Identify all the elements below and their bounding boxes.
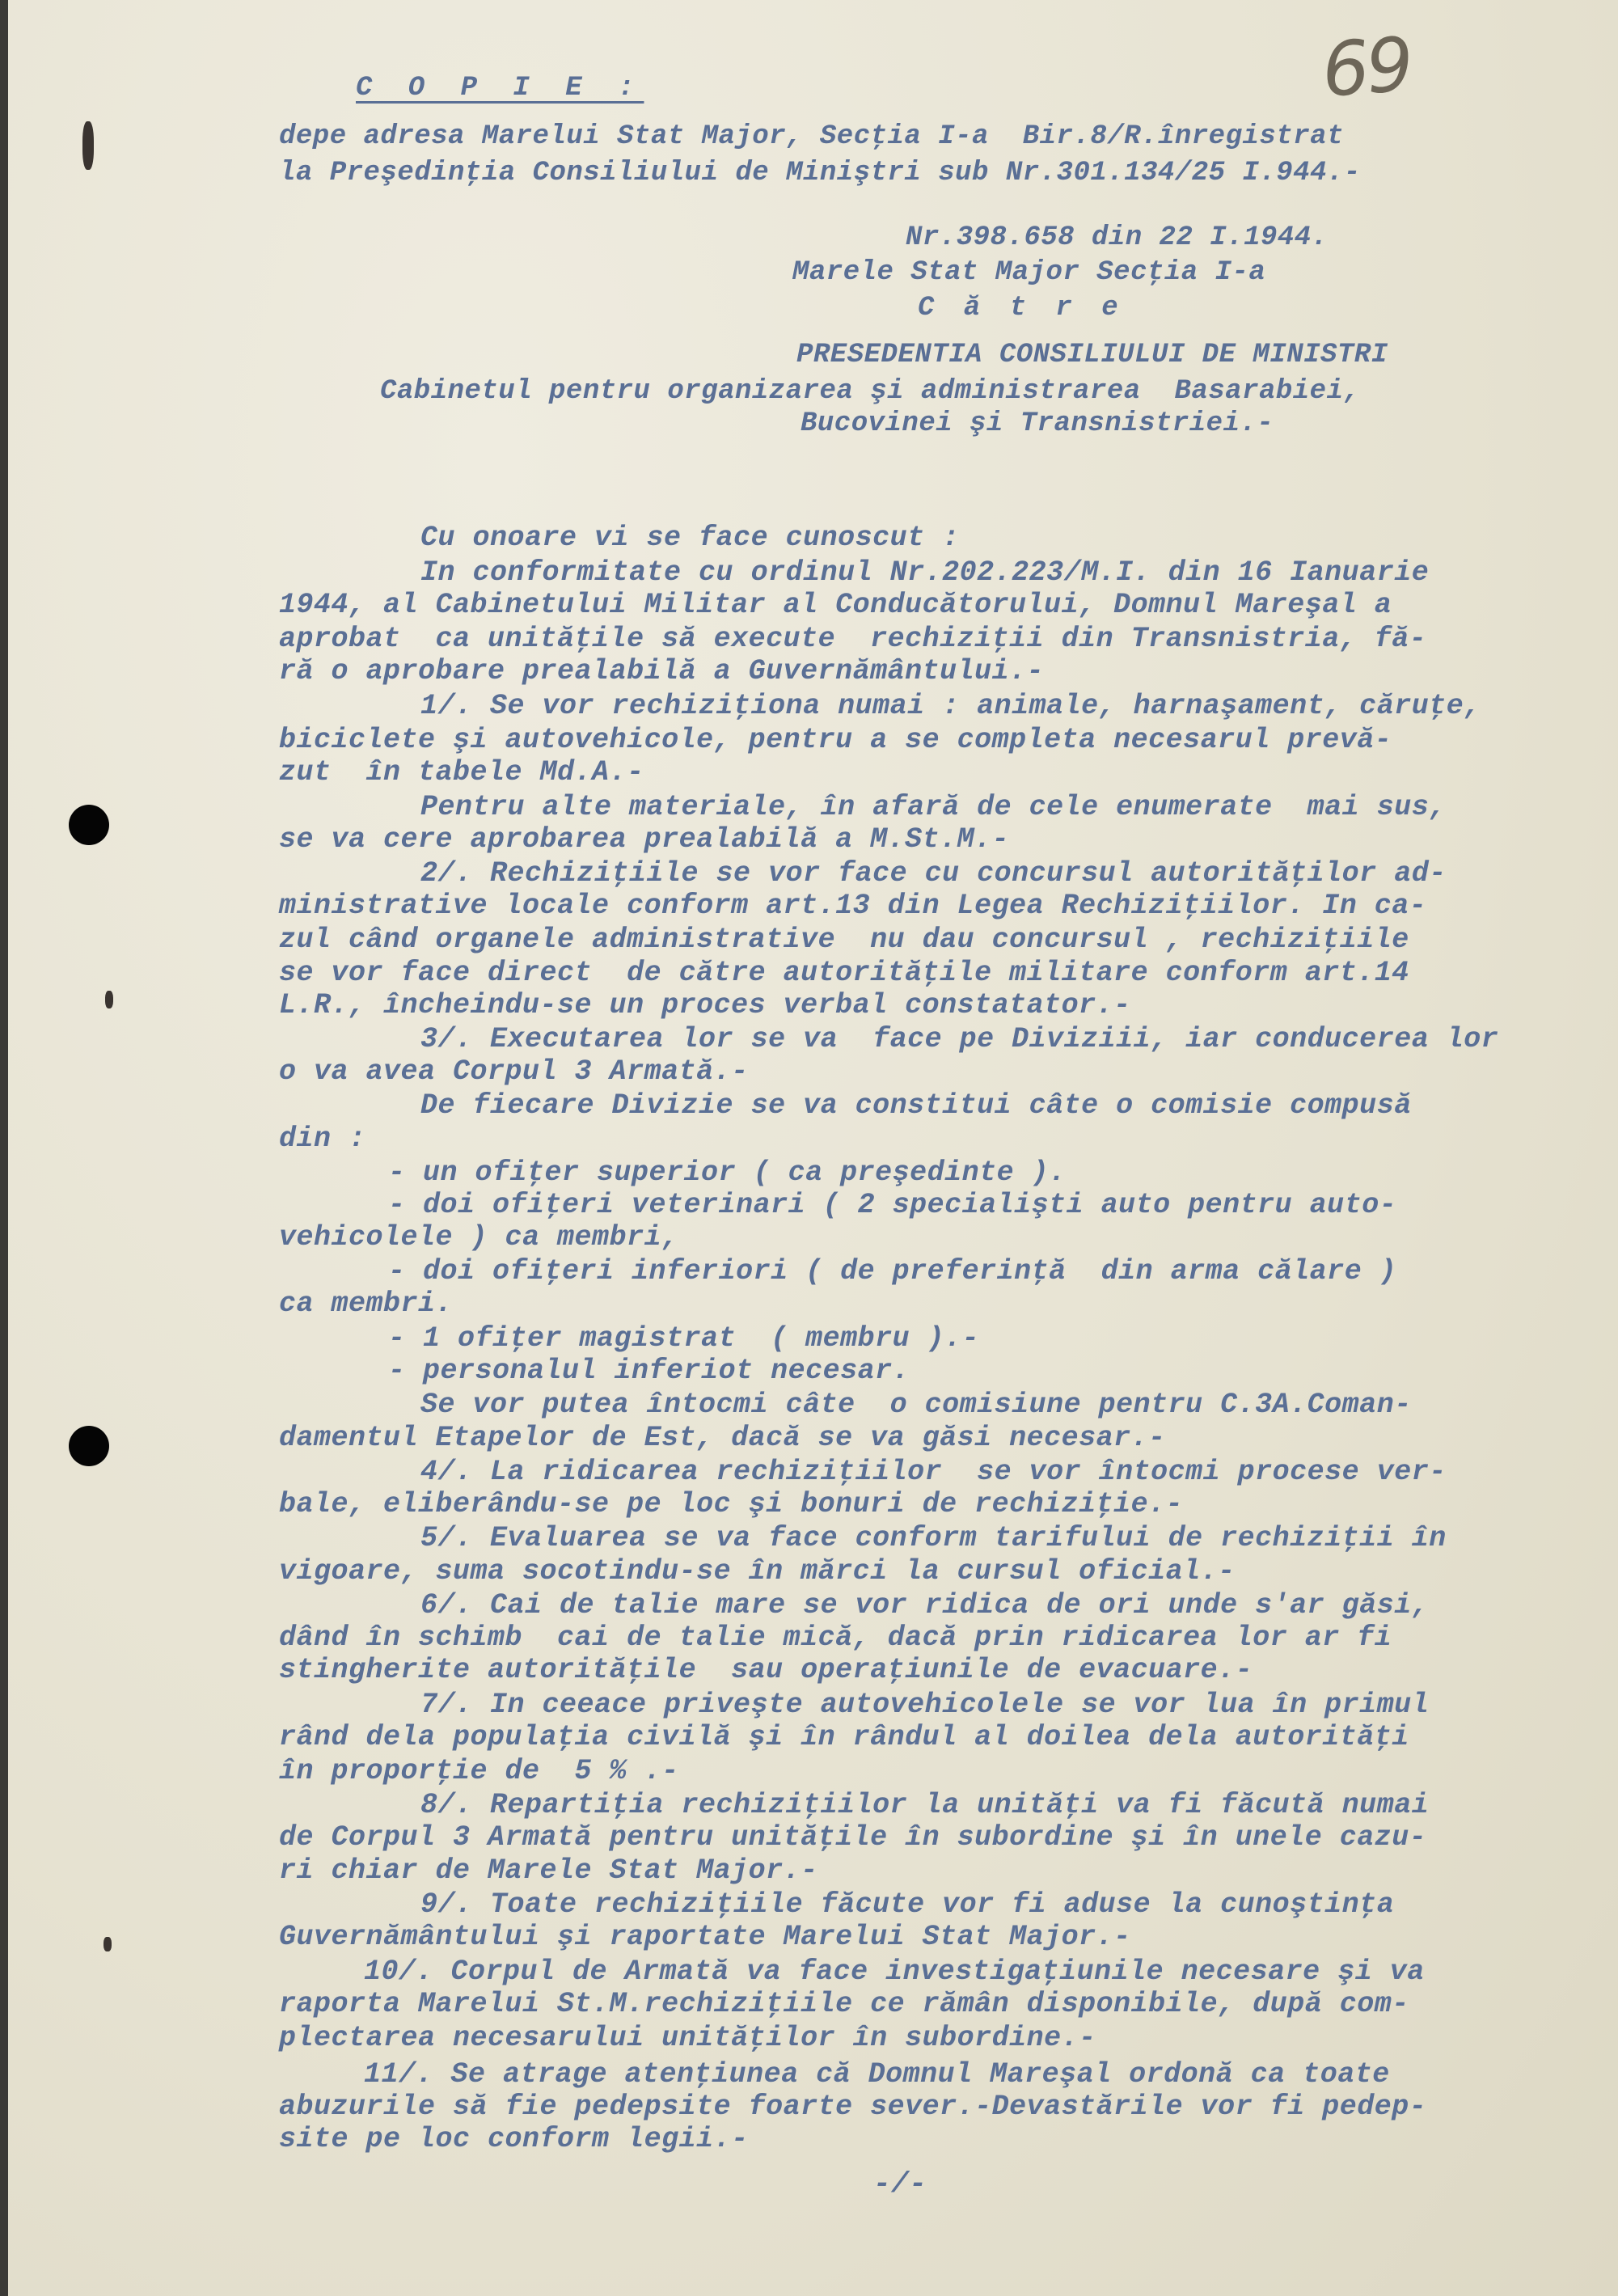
header-line: depe adresa Marelui Stat Major, Secţia I-a Bir.8/R.înregistrat	[279, 121, 1344, 152]
body-line: 8/. Repartiţia rechiziţiilor la unităţi va fi făcută numai	[420, 1789, 1430, 1821]
body-line: rând dela populaţia civilă şi în rândul al doilea dela autorităţi	[279, 1721, 1409, 1753]
body-line: In conformitate cu ordinul Nr.202.223/M.I. din 16 Ianuarie	[420, 556, 1430, 589]
paper-blemish	[105, 991, 113, 1008]
body-line: - un ofiţer superior ( ca preşedinte ).	[388, 1156, 1067, 1189]
body-line: Pentru alte materiale, în afară de cele enumerate mai sus,	[420, 791, 1447, 823]
body-line: - personalul inferiot necesar.	[388, 1355, 910, 1387]
body-line: Cu onoare vi se face cunoscut :	[420, 522, 960, 554]
body-line: ministrative locale conform art.13 din Legea Rechiziţiilor. In ca-	[279, 890, 1427, 922]
body-line: L.R., încheindu-se un proces verbal constatator.-	[279, 989, 1131, 1021]
body-line: zut în tabele Md.A.-	[279, 756, 644, 789]
body-line: damentul Etapelor de Est, dacă se va găsi necesar.-	[279, 1422, 1166, 1454]
body-line: biciclete şi autovehicole, pentru a se completa necesarul prevă-	[279, 724, 1392, 756]
body-line: ca membri.	[279, 1288, 454, 1320]
body-line: 4/. La ridicarea rechiziţiilor se vor întocmi procese ver-	[420, 1456, 1447, 1488]
body-line: 3/. Executarea lor se va face pe Diviziii, iar conducerea lor	[420, 1023, 1499, 1055]
document-page	[8, 0, 1618, 2296]
body-line: vigoare, suma socotindu-se în mărci la cursul oficial.-	[279, 1555, 1236, 1588]
body-line: 2/. Rechiziţiile se vor face cu concursul autorităţilor ad-	[420, 857, 1447, 890]
to-word: C ă t r e	[918, 293, 1125, 323]
body-line: se va cere aprobarea prealabilă a M.St.M.-	[279, 823, 1010, 856]
body-line: din :	[279, 1123, 366, 1155]
handwritten-page-number: 69	[1319, 21, 1413, 114]
continuation-mark: -/-	[873, 2167, 927, 2201]
body-line: 9/. Toate rechiziţiile făcute vor fi aduse la cunoştinţa	[420, 1888, 1395, 1921]
body-line: 11/. Se atrage atenţiunea că Domnul Mareşal ordonă ca toate	[364, 2058, 1390, 2091]
body-line: - doi ofiţeri veterinari ( 2 specialişti auto pentru auto-	[388, 1189, 1397, 1221]
punch-hole-bottom	[69, 1426, 109, 1466]
punch-hole-top	[69, 805, 109, 845]
body-line: 7/. In ceeace priveşte autovehicolele se vor lua în primul	[420, 1689, 1430, 1721]
body-line: 6/. Cai de talie mare se vor ridica de ori unde s'ar găsi,	[420, 1589, 1430, 1622]
body-line: plectarea necesarului unităţilor în subordine.-	[279, 2022, 1096, 2054]
body-line: ră o aprobare prealabilă a Guvernământului.-	[279, 655, 1045, 687]
body-line: De fiecare Divizie se va constitui câte o comisie compusă	[420, 1089, 1412, 1122]
header-line: la Preşedinţia Consiliului de Miniştri sub Nr.301.134/25 I.944.-	[279, 158, 1361, 188]
document-title: C O P I E :	[356, 73, 644, 104]
body-line: stingherite autorităţile sau operaţiunile de evacuare.-	[279, 1654, 1253, 1686]
body-line: Se vor putea întocmi câte o comisiune pentru C.3A.Coman-	[420, 1389, 1412, 1421]
body-line: se vor face direct de către autorităţile militare conform art.14	[279, 957, 1409, 989]
body-line: în proporţie de 5 % .-	[279, 1755, 679, 1787]
recipient-line: PRESEDENTIA CONSILIULUI DE MINISTRI	[796, 340, 1388, 370]
body-line: o va avea Corpul 3 Armată.-	[279, 1055, 749, 1088]
body-line: - 1 ofiţer magistrat ( membru ).-	[388, 1322, 980, 1355]
body-line: zul când organele administrative nu dau concursul , rechiziţiile	[279, 924, 1409, 956]
body-line: 1944, al Cabinetului Militar al Conducătorului, Domnul Mareşal a	[279, 589, 1392, 621]
paper-blemish	[104, 1937, 112, 1951]
recipient-line: Cabinetul pentru organizarea şi administrarea Basarabiei,	[380, 376, 1361, 407]
body-line: site pe loc conform legii.-	[279, 2123, 749, 2155]
body-line: Guvernământului şi raportate Marelui Stat Major.-	[279, 1921, 1131, 1953]
body-line: aprobat ca unităţile să execute rechiziţii din Transnistria, fă-	[279, 623, 1427, 655]
body-line: ri chiar de Marele Stat Major.-	[279, 1854, 818, 1887]
body-line: abuzurile să fie pedepsite foarte sever.-Devastările vor fi pedep-	[279, 2091, 1427, 2123]
reference-number: Nr.398.658 din 22 I.1944.	[906, 222, 1329, 253]
sender: Marele Stat Major Secţia I-a	[792, 257, 1266, 288]
body-line: raporta Marelui St.M.rechiziţiile ce rămân disponibile, după com-	[279, 1988, 1409, 2020]
body-line: de Corpul 3 Armată pentru unităţile în subordine şi în unele cazu-	[279, 1821, 1427, 1854]
body-line: vehicolele ) ca membri,	[279, 1221, 679, 1254]
body-line: dând în schimb cai de talie mică, dacă prin ridicarea lor ar fi	[279, 1622, 1392, 1654]
body-line: 5/. Evaluarea se va face conform tarifului de rechiziţii în	[420, 1522, 1447, 1554]
body-line: bale, eliberându-se pe loc şi bonuri de rechiziţie.-	[279, 1488, 1184, 1520]
paper-blemish	[82, 121, 94, 170]
body-line: - doi ofiţeri inferiori ( de preferinţă din arma călare )	[388, 1255, 1397, 1288]
body-line: 10/. Corpul de Armată va face investigaţiunile necesare şi va	[364, 1956, 1425, 1988]
body-line: 1/. Se vor rechiziţiona numai : animale, harnaşament, căruţe,	[420, 690, 1481, 722]
recipient-line: Bucovinei şi Transnistriei.-	[801, 408, 1274, 439]
